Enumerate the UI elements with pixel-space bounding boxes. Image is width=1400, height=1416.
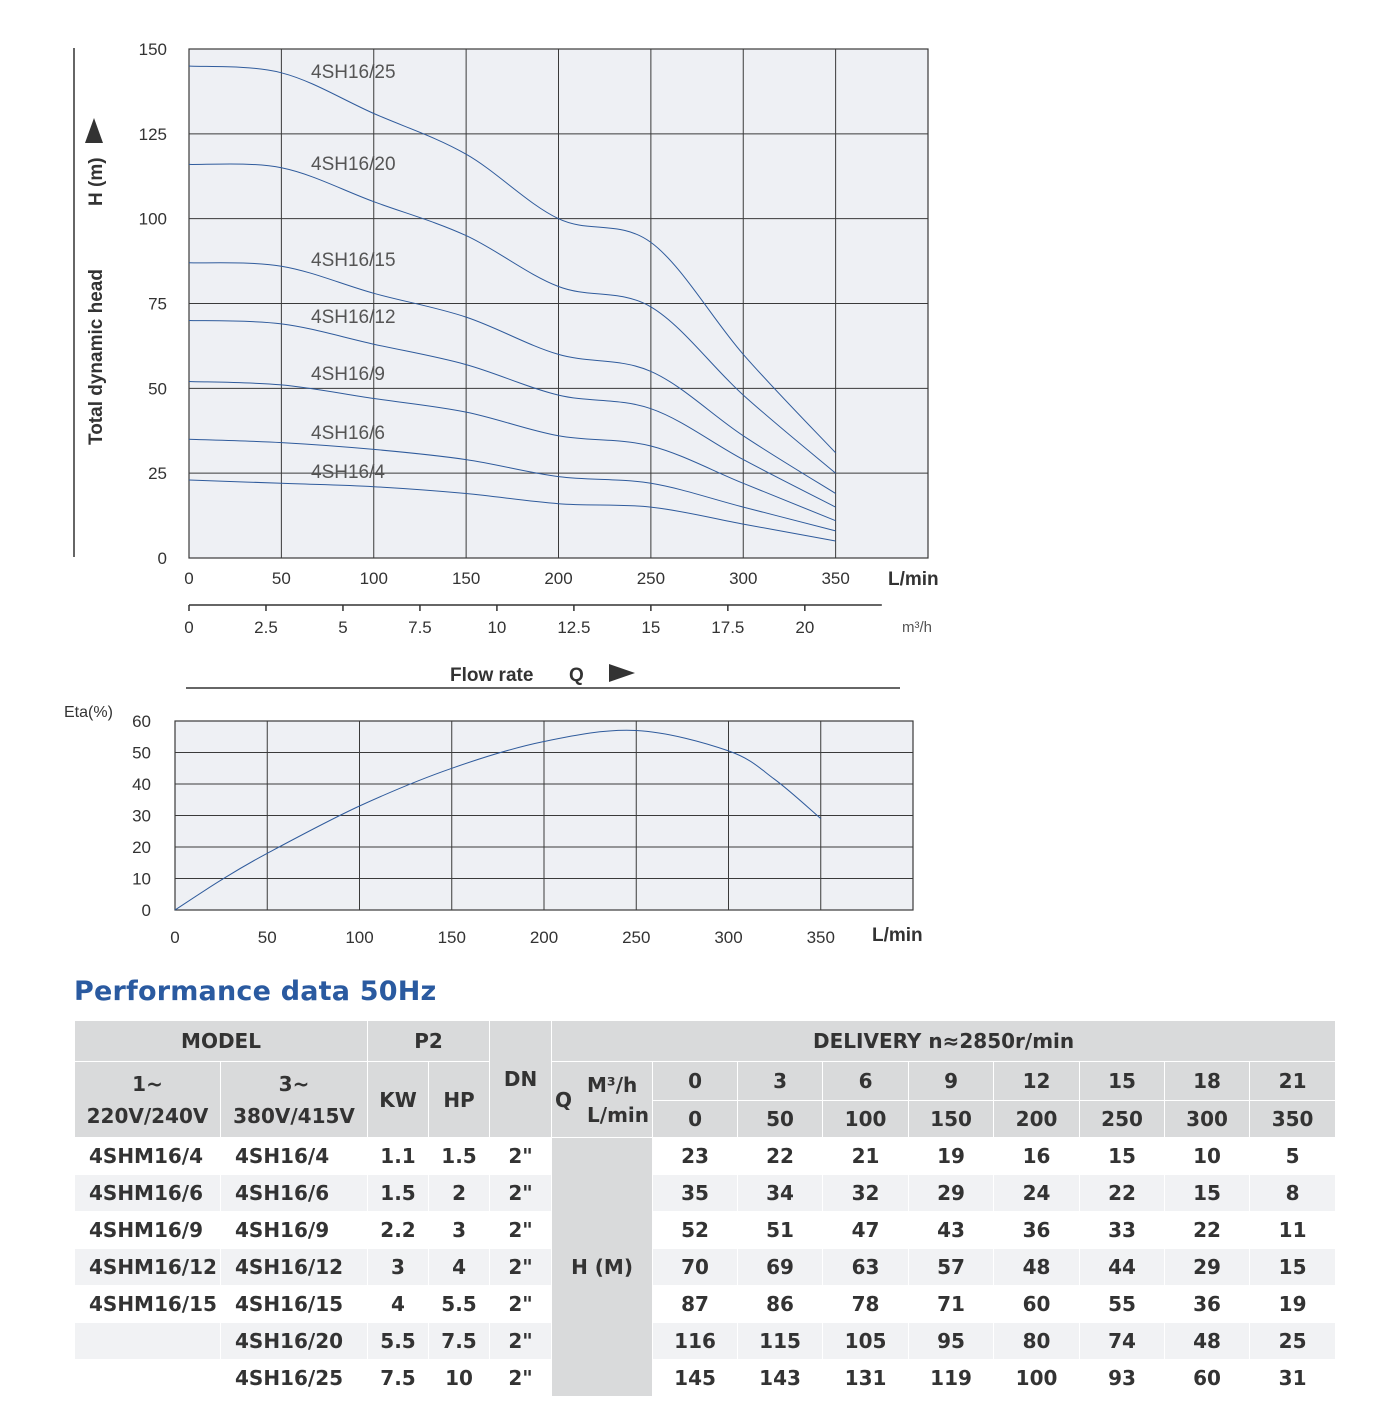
head-value: 52 xyxy=(653,1212,738,1249)
y-axis-title: Eta(%) xyxy=(64,704,113,721)
power-hp: 10 xyxy=(429,1360,490,1397)
table-row xyxy=(75,1360,1336,1397)
m3h-tick-label: 2.5 xyxy=(254,618,278,637)
head-value: 51 xyxy=(738,1212,823,1249)
outlet-dn: 2" xyxy=(490,1286,552,1323)
y-tick-label: 0 xyxy=(157,549,167,568)
head-value: 116 xyxy=(653,1323,738,1360)
y-tick-label: 100 xyxy=(138,209,167,229)
head-value: 11 xyxy=(1250,1212,1336,1249)
header-hp: HP xyxy=(429,1062,490,1138)
power-hp: 5.5 xyxy=(429,1286,490,1323)
m3h-tick-label: 17.5 xyxy=(711,618,745,637)
head-value: 22 xyxy=(1165,1212,1250,1249)
header-single-phase-line2: 220V/240V xyxy=(86,1103,209,1128)
head-value: 143 xyxy=(738,1360,823,1397)
y-tick-label: 125 xyxy=(138,124,167,144)
m3h-tick-label: 20 xyxy=(795,618,815,637)
q-m3h-cell: 18 xyxy=(1165,1062,1250,1101)
x-unit-label: L/min xyxy=(872,925,923,946)
head-value: 63 xyxy=(823,1249,909,1286)
head-value: 25 xyxy=(1250,1323,1336,1360)
header-q xyxy=(552,1062,653,1138)
x-tick-label: 200 xyxy=(544,569,573,588)
model-three-phase: 4SH16/6 xyxy=(221,1175,368,1212)
head-value: 60 xyxy=(994,1286,1080,1323)
x-tick-label: 0 xyxy=(184,569,194,588)
head-value: 5 xyxy=(1250,1138,1336,1175)
q-lmin-cell: 300 xyxy=(1165,1101,1250,1138)
header-q-symbol: Q xyxy=(555,1087,573,1112)
head-value: 21 xyxy=(823,1138,909,1175)
x-unit-label: L/min xyxy=(888,569,939,590)
head-value: 48 xyxy=(1165,1323,1250,1360)
arrow-right-icon xyxy=(609,664,635,682)
outlet-dn: 2" xyxy=(490,1249,552,1286)
header-kw: KW xyxy=(368,1062,429,1138)
head-value: 48 xyxy=(994,1249,1080,1286)
head-value: 22 xyxy=(1080,1175,1165,1212)
head-value: 115 xyxy=(738,1323,823,1360)
head-value: 145 xyxy=(653,1360,738,1397)
header-q-unit-lmin: L/min xyxy=(587,1102,650,1127)
performance-table xyxy=(74,1020,1336,1397)
head-value: 119 xyxy=(909,1360,994,1397)
power-kw: 4 xyxy=(368,1286,429,1323)
x-tick-label: 300 xyxy=(714,928,743,947)
power-hp: 3 xyxy=(429,1212,490,1249)
power-hp: 7.5 xyxy=(429,1323,490,1360)
series-label: 4SH16/12 xyxy=(311,307,396,328)
m3h-tick-label: 12.5 xyxy=(557,618,591,637)
power-kw: 7.5 xyxy=(368,1360,429,1397)
arrow-up-icon xyxy=(85,118,103,143)
power-kw: 5.5 xyxy=(368,1323,429,1360)
model-single-phase: 4SHM16/9 xyxy=(75,1212,221,1249)
table-row xyxy=(75,1286,1336,1323)
head-value: 15 xyxy=(1165,1175,1250,1212)
x-tick-label: 150 xyxy=(437,928,466,947)
head-value: 43 xyxy=(909,1212,994,1249)
q-lmin-cell: 200 xyxy=(994,1101,1080,1138)
head-value: 105 xyxy=(823,1323,909,1360)
header-dn: DN xyxy=(490,1021,552,1138)
q-lmin-cell: 250 xyxy=(1080,1101,1165,1138)
m3h-tick-label: 7.5 xyxy=(408,618,432,637)
x-tick-label: 250 xyxy=(636,569,666,588)
m3h-unit-label: m³/h xyxy=(902,619,932,636)
head-value: 24 xyxy=(994,1175,1080,1212)
header-q-unit-m3h: M³/h xyxy=(587,1072,638,1097)
y-tick-label: 60 xyxy=(132,712,151,731)
model-three-phase: 4SH16/12 xyxy=(221,1249,368,1286)
x-tick-label: 0 xyxy=(170,928,180,947)
q-m3h-cell: 3 xyxy=(738,1062,823,1101)
x-tick-label: 350 xyxy=(821,569,850,588)
model-single-phase: 4SHM16/15 xyxy=(75,1286,221,1323)
head-value: 44 xyxy=(1080,1249,1165,1286)
series-label: 4SH16/9 xyxy=(311,364,385,385)
head-value: 15 xyxy=(1080,1138,1165,1175)
q-lmin-cell: 50 xyxy=(738,1101,823,1138)
outlet-dn: 2" xyxy=(490,1175,552,1212)
head-value: 95 xyxy=(909,1323,994,1360)
head-value: 16 xyxy=(994,1138,1080,1175)
head-value: 55 xyxy=(1080,1286,1165,1323)
head-value: 100 xyxy=(994,1360,1080,1397)
head-value: 29 xyxy=(1165,1249,1250,1286)
x-tick-label: 350 xyxy=(806,928,835,947)
head-value: 69 xyxy=(738,1249,823,1286)
head-value: 80 xyxy=(994,1323,1080,1360)
head-value: 86 xyxy=(738,1286,823,1323)
series-label: 4SH16/6 xyxy=(311,423,385,444)
x-tick-label: 200 xyxy=(529,928,559,947)
head-value: 36 xyxy=(994,1212,1080,1249)
power-kw: 3 xyxy=(368,1249,429,1286)
x-axis-symbol: Q xyxy=(569,665,584,686)
head-value: 33 xyxy=(1080,1212,1165,1249)
power-hp: 4 xyxy=(429,1249,490,1286)
table-row xyxy=(75,1212,1336,1249)
head-value: 57 xyxy=(909,1249,994,1286)
outlet-dn: 2" xyxy=(490,1360,552,1397)
power-kw: 1.5 xyxy=(368,1175,429,1212)
x-tick-label: 300 xyxy=(729,569,758,588)
table-row xyxy=(75,1138,1336,1175)
head-value: 31 xyxy=(1250,1360,1336,1397)
head-value: 15 xyxy=(1250,1249,1336,1286)
y-tick-label: 25 xyxy=(148,464,167,484)
model-single-phase: 4SHM16/4 xyxy=(75,1138,221,1175)
x-tick-label: 50 xyxy=(257,928,277,947)
y-tick-label: 75 xyxy=(148,294,167,314)
performance-table-body xyxy=(75,1138,1336,1397)
head-label: H (M) xyxy=(552,1138,653,1397)
q-m3h-cell: 0 xyxy=(653,1062,738,1101)
model-single-phase xyxy=(75,1323,221,1360)
y-tick-label: 50 xyxy=(148,379,167,399)
q-lmin-cell: 0 xyxy=(653,1101,738,1138)
q-m3h-cell: 9 xyxy=(909,1062,994,1101)
power-kw: 2.2 xyxy=(368,1212,429,1249)
head-value: 47 xyxy=(823,1212,909,1249)
q-lmin-cell: 350 xyxy=(1250,1101,1336,1138)
header-three-phase-line2: 380V/415V xyxy=(233,1103,355,1128)
head-value: 19 xyxy=(909,1138,994,1175)
head-value: 93 xyxy=(1080,1360,1165,1397)
q-m3h-cell: 6 xyxy=(823,1062,909,1101)
table-row xyxy=(75,1249,1336,1286)
q-lmin-cell: 100 xyxy=(823,1101,909,1138)
table-row xyxy=(75,1175,1336,1212)
header-three-phase-line1: 3~ xyxy=(278,1071,310,1096)
head-value: 8 xyxy=(1250,1175,1336,1212)
head-value: 60 xyxy=(1165,1360,1250,1397)
header-p2: P2 xyxy=(368,1021,490,1062)
head-value: 29 xyxy=(909,1175,994,1212)
x-axis-title: Flow rate xyxy=(450,665,534,686)
section-title: Performance data 50Hz xyxy=(74,976,437,1007)
y-tick-label: 30 xyxy=(132,806,151,826)
head-value: 87 xyxy=(653,1286,738,1323)
power-kw: 1.1 xyxy=(368,1138,429,1175)
y-tick-label: 10 xyxy=(132,869,151,889)
head-value: 70 xyxy=(653,1249,738,1286)
y-axis-title: Total dynamic head xyxy=(86,269,107,445)
series-label: 4SH16/20 xyxy=(311,154,396,175)
q-lmin-cell: 150 xyxy=(909,1101,994,1138)
model-three-phase: 4SH16/9 xyxy=(221,1212,368,1249)
m3h-tick-label: 15 xyxy=(641,618,661,637)
outlet-dn: 2" xyxy=(490,1138,552,1175)
head-value: 23 xyxy=(653,1138,738,1175)
model-three-phase: 4SH16/20 xyxy=(221,1323,368,1360)
header-single-phase-line1: 1~ xyxy=(132,1071,163,1096)
m3h-tick-label: 10 xyxy=(487,618,507,637)
header-single-phase xyxy=(75,1062,221,1138)
x-tick-label: 250 xyxy=(622,928,651,947)
m3h-tick-label: 5 xyxy=(338,618,348,637)
x-tick-label: 150 xyxy=(451,569,481,588)
outlet-dn: 2" xyxy=(490,1212,552,1249)
head-value: 35 xyxy=(653,1175,738,1212)
head-value: 71 xyxy=(909,1286,994,1323)
x-tick-label: 50 xyxy=(271,569,291,588)
head-value: 10 xyxy=(1165,1138,1250,1175)
table-row xyxy=(75,1323,1336,1360)
head-value: 36 xyxy=(1165,1286,1250,1323)
head-value: 78 xyxy=(823,1286,909,1323)
model-single-phase: 4SHM16/12 xyxy=(75,1249,221,1286)
y-tick-label: 50 xyxy=(132,743,151,763)
header-model: MODEL xyxy=(75,1021,368,1062)
power-hp: 1.5 xyxy=(429,1138,490,1175)
model-three-phase: 4SH16/4 xyxy=(221,1138,368,1175)
x-tick-label: 100 xyxy=(345,928,374,947)
model-three-phase: 4SH16/15 xyxy=(221,1286,368,1323)
head-value: 22 xyxy=(738,1138,823,1175)
efficiency-chart xyxy=(64,704,923,947)
y-axis-unit: H (m) xyxy=(86,157,107,206)
outlet-dn: 2" xyxy=(490,1323,552,1360)
head-value: 32 xyxy=(823,1175,909,1212)
head-value: 131 xyxy=(823,1360,909,1397)
y-tick-label: 150 xyxy=(138,40,167,59)
series-label: 4SH16/4 xyxy=(311,462,385,483)
y-tick-label: 40 xyxy=(132,775,151,794)
header-three-phase xyxy=(221,1062,368,1138)
head-value: 74 xyxy=(1080,1323,1165,1360)
q-m3h-cell: 12 xyxy=(994,1062,1080,1101)
m3h-tick-label: 0 xyxy=(184,618,194,637)
q-m3h-cell: 21 xyxy=(1250,1062,1336,1101)
y-tick-label: 20 xyxy=(132,838,151,857)
power-hp: 2 xyxy=(429,1175,490,1212)
x-tick-label: 100 xyxy=(359,569,388,588)
series-label: 4SH16/25 xyxy=(311,62,396,83)
y-tick-label: 0 xyxy=(141,901,151,920)
head-value: 19 xyxy=(1250,1286,1336,1323)
series-label: 4SH16/15 xyxy=(311,250,396,271)
model-single-phase: 4SHM16/6 xyxy=(75,1175,221,1212)
head-curve-chart xyxy=(74,40,939,688)
head-value: 34 xyxy=(738,1175,823,1212)
header-delivery: DELIVERY n≈2850r/min xyxy=(552,1021,1336,1062)
q-m3h-cell: 15 xyxy=(1080,1062,1165,1101)
model-single-phase xyxy=(75,1360,221,1397)
header-q-units xyxy=(587,1070,649,1130)
model-three-phase: 4SH16/25 xyxy=(221,1360,368,1397)
